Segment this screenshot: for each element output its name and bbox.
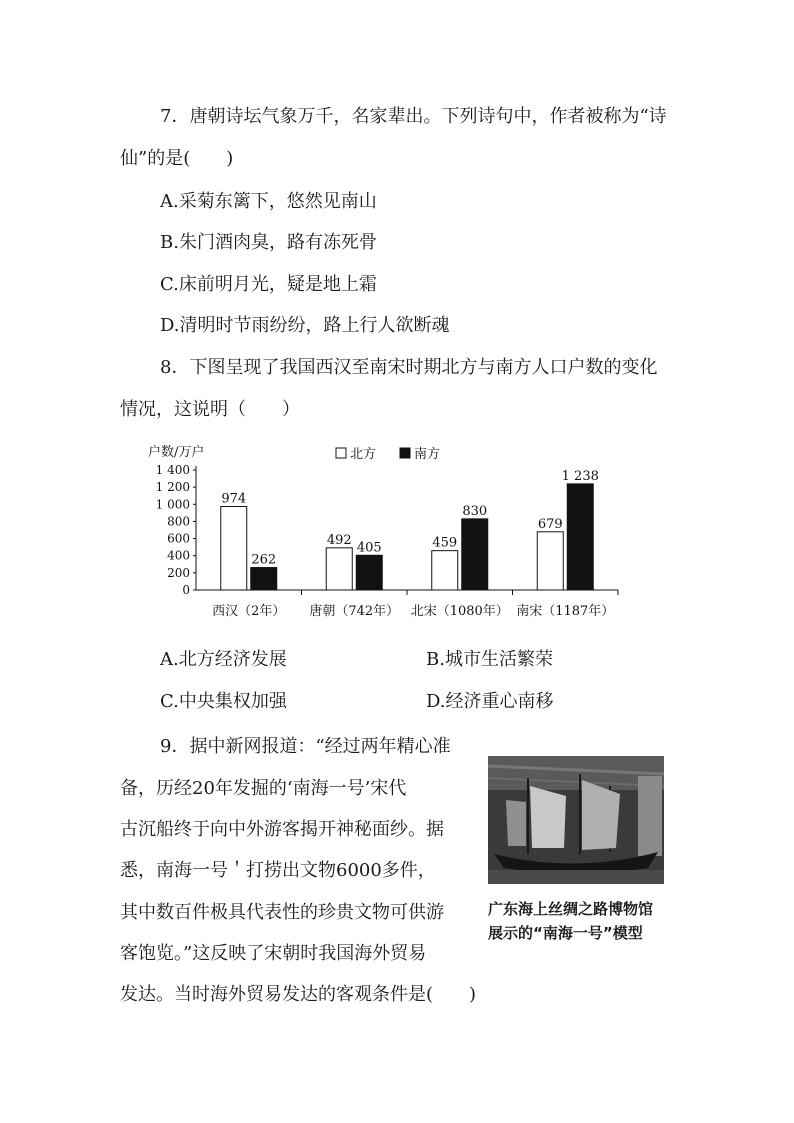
q7-option-a: A.采菊东篱下，悠然见南山: [160, 191, 377, 212]
y-tick-label: 1 400: [155, 463, 190, 477]
y-tick-label: 400: [167, 548, 190, 563]
south-value-label: 830: [462, 503, 488, 519]
y-tick-label: 0: [182, 583, 190, 597]
x-category-label: 唐朝（742年）: [309, 604, 400, 619]
photo-caption-line2: 展示的“南海一号”模型: [488, 924, 643, 942]
q7-stem-line2: 仙”的是( ): [120, 148, 234, 169]
q9-line-4: 悉，南海一号＇打捞出文物6000多件，: [120, 860, 436, 881]
south-value-label: 1 238: [561, 468, 599, 484]
q9-line-6: 客饱览。”这反映了宋朝时我国海外贸易: [120, 943, 427, 964]
q8-stem-line2: 情况，这说明（ ）: [120, 399, 300, 420]
legend-swatch: [336, 448, 346, 458]
y-tick-label: 1 200: [155, 480, 190, 495]
q9-line-2: 备，历经20年发掘的‘南海一号’宋代: [120, 778, 407, 799]
q8-option-a: A.北方经济发展: [160, 649, 287, 670]
y-tick-label: 1 000: [155, 497, 190, 512]
q8-option-b: B.城市生活繁荣: [426, 649, 553, 670]
x-category-label: 西汉（2年）: [212, 604, 286, 619]
north-bar: [432, 551, 458, 590]
north-value-label: 459: [432, 535, 458, 551]
q9-line-3: 古沉船终于向中外游客揭开神秘面纱。据: [120, 819, 444, 840]
south-bar: [251, 568, 277, 590]
south-bar: [356, 555, 382, 590]
north-value-label: 679: [537, 516, 563, 532]
q9-line-1: 9．据中新网报道：“经过两年精心准: [160, 736, 451, 757]
y-tick-label: 600: [167, 531, 190, 546]
x-category-label: 北宋（1080年）: [410, 604, 509, 619]
y-tick-label: 200: [167, 565, 190, 580]
q9-line-7: 发达。当时海外贸易发达的客观条件是( ): [120, 984, 477, 1005]
south-bar: [462, 519, 488, 590]
north-value-label: 492: [326, 532, 352, 548]
legend-swatch: [400, 448, 410, 458]
photo-caption-line1: 广东海上丝绸之路博物馆: [488, 900, 654, 918]
north-bar: [537, 532, 563, 590]
y-axis-label: 户数/万户: [148, 445, 205, 460]
q7-option-b: B.朱门酒肉臭，路有冻死骨: [160, 232, 377, 253]
nanhai-one-ship-photo: [488, 756, 664, 884]
north-value-label: 974: [221, 491, 247, 507]
legend-label: 北方: [350, 447, 377, 462]
south-bar: [567, 484, 593, 590]
south-value-label: 262: [251, 552, 277, 568]
legend-label: 南方: [414, 447, 441, 462]
q7-option-d: D.清明时节雨纷纷，路上行人欲断魂: [160, 315, 450, 336]
population-chart-svg: [148, 440, 628, 630]
q7-option-c: C.床前明月光，疑是地上霜: [160, 274, 377, 295]
x-category-label: 南宋（1187年）: [516, 604, 615, 619]
north-bar: [326, 548, 352, 590]
q9-line-5: 其中数百件极具代表性的珍贵文物可供游: [120, 902, 444, 923]
y-tick-label: 800: [167, 514, 190, 529]
q7-stem-line1: 7．唐朝诗坛气象万千，名家辈出。下列诗句中，作者被称为“诗: [160, 106, 667, 127]
q8-option-d: D.经济重心南移: [426, 691, 554, 712]
population-chart: [148, 440, 628, 630]
q8-option-c: C.中央集权加强: [160, 691, 287, 712]
south-value-label: 405: [356, 540, 382, 556]
q8-stem-line1: 8．下图呈现了我国西汉至南宋时期北方与南方人口户数的变化: [160, 357, 658, 378]
north-bar: [221, 507, 247, 590]
